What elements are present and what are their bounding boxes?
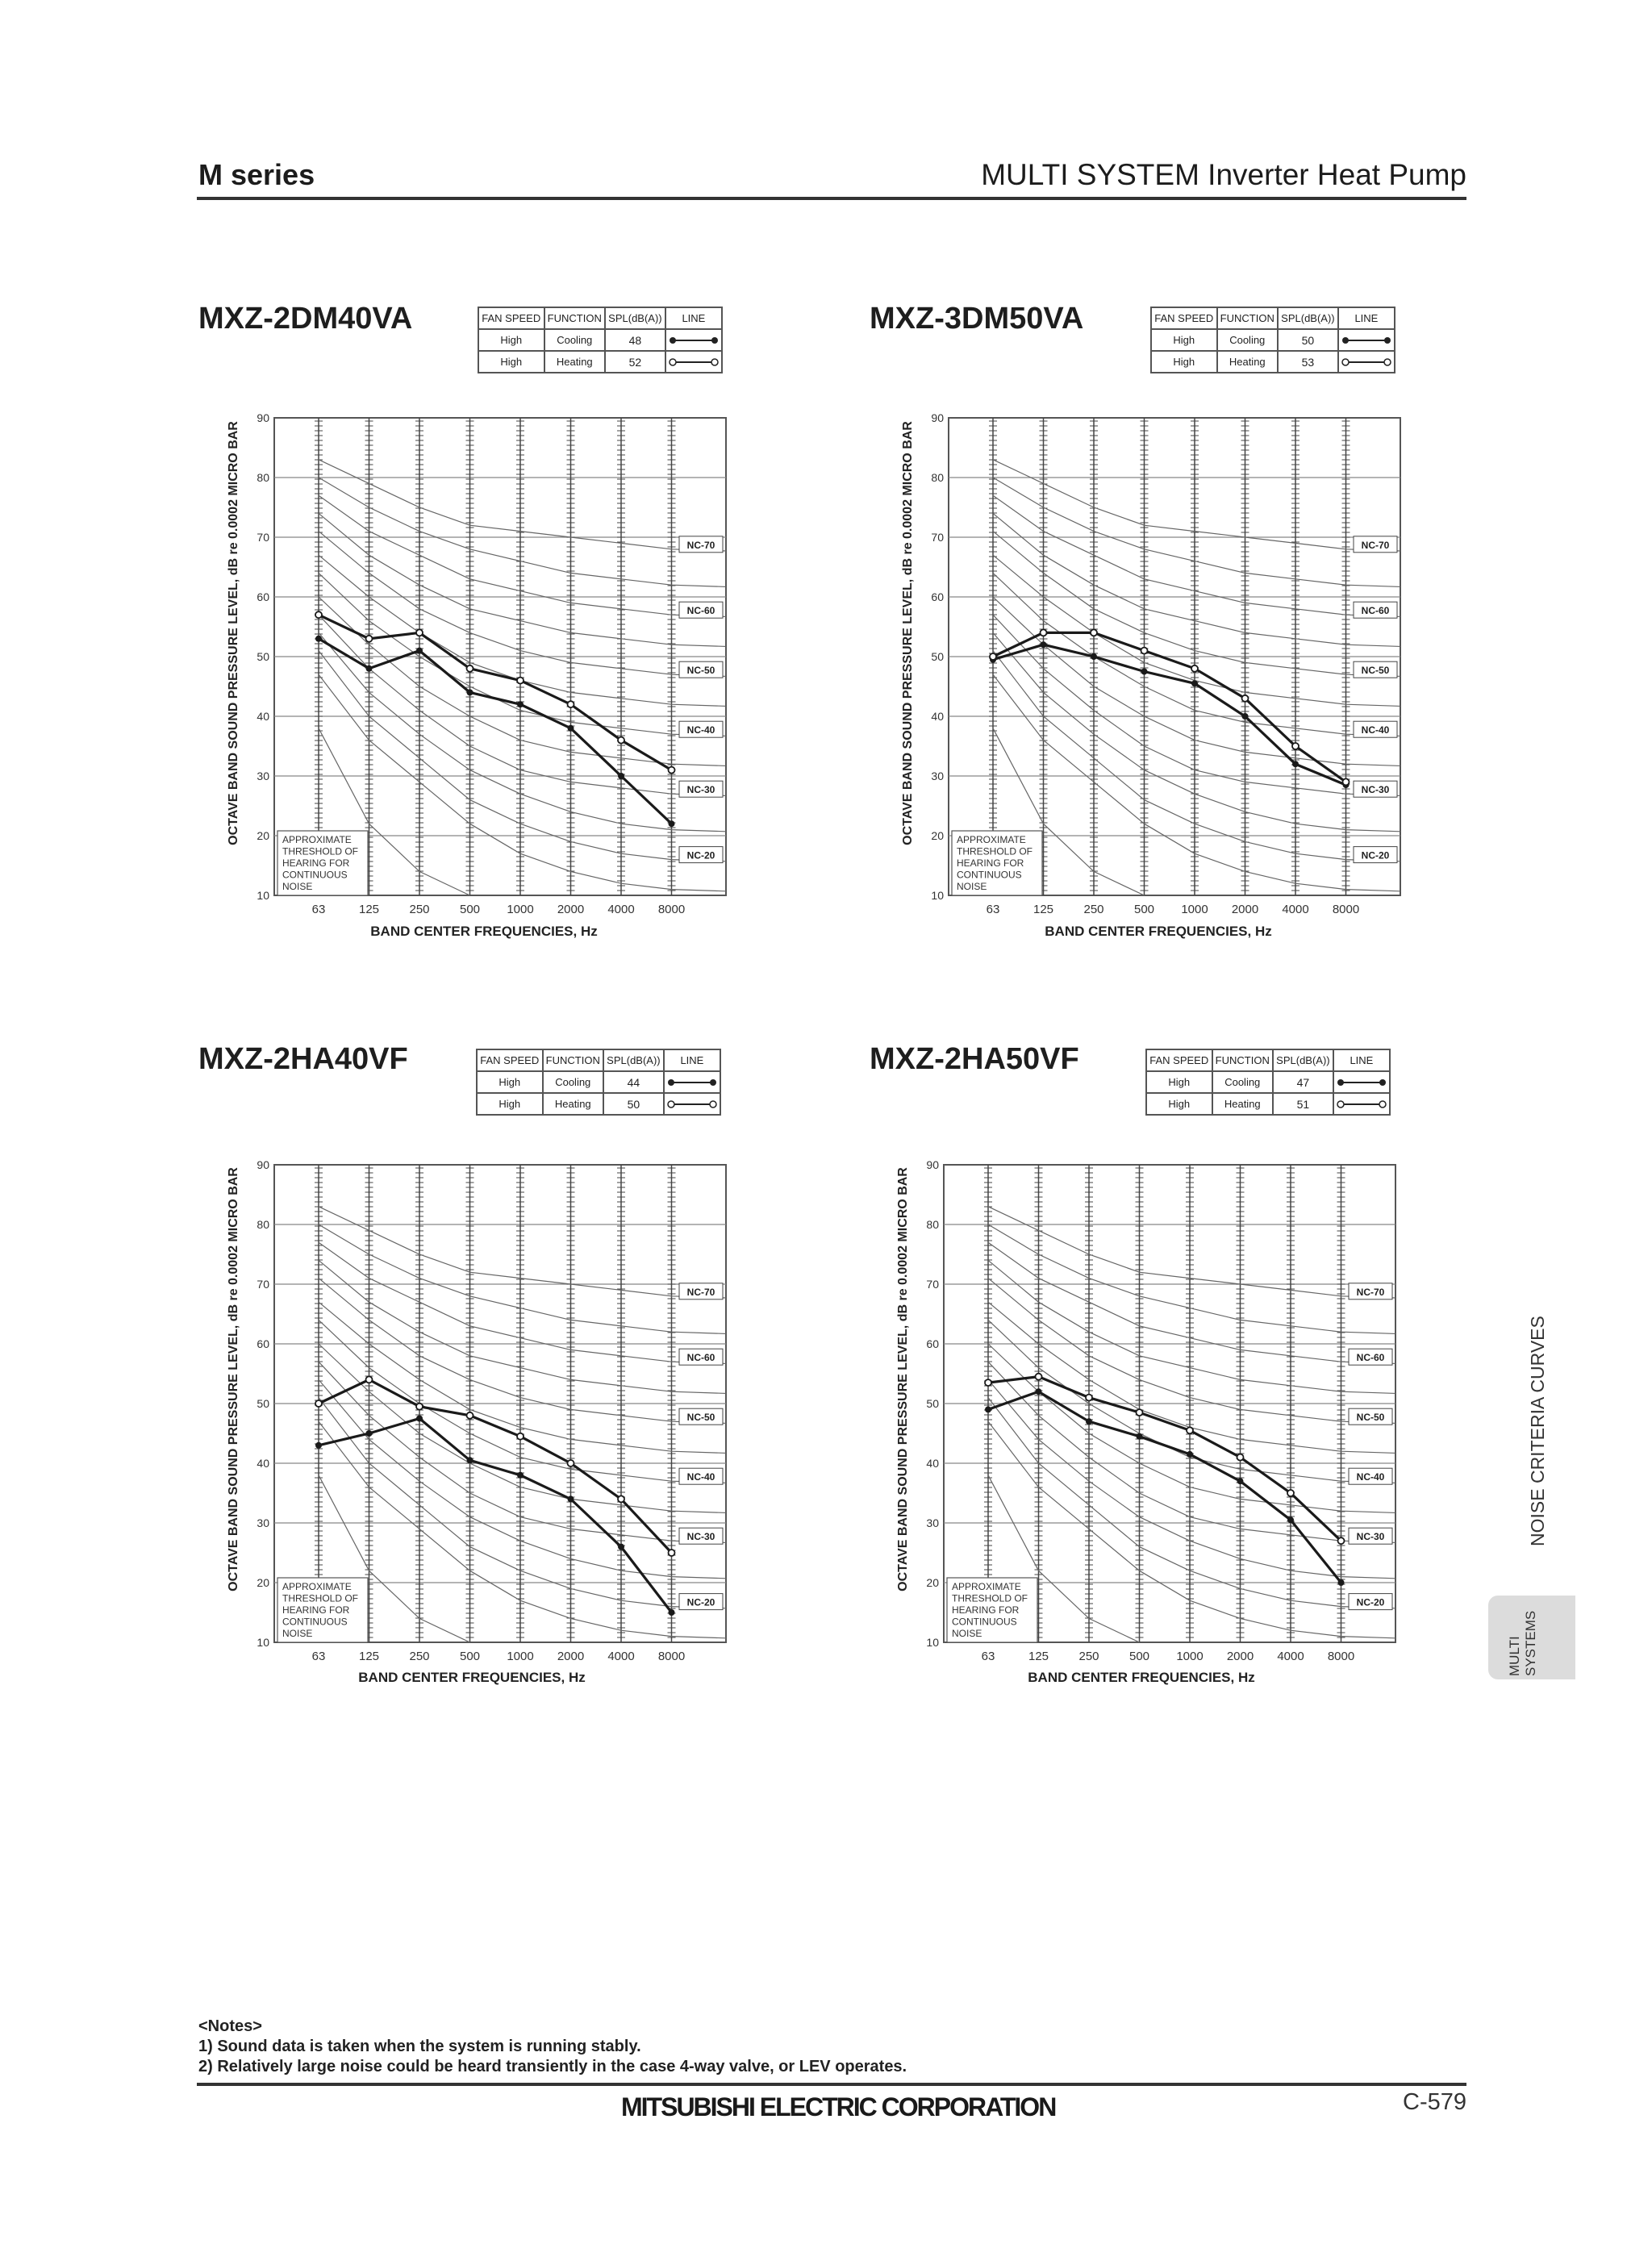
nc-label: NC-20 [686, 849, 715, 861]
threshold-note-line: APPROXIMATE [957, 834, 1026, 845]
nc-label: NC-70 [686, 1286, 715, 1298]
nc-label: NC-40 [686, 724, 715, 736]
y-tick-label: 40 [257, 1457, 269, 1470]
x-tick-label: 63 [311, 1650, 326, 1663]
legend-function: Cooling [543, 1071, 604, 1093]
x-tick-label: 500 [1133, 903, 1155, 916]
legend-header-function: FUNCTION [544, 307, 606, 329]
x-tick-label: 4000 [1282, 903, 1309, 916]
legend-header-function: FUNCTION [543, 1049, 604, 1071]
footer-rule [197, 2083, 1466, 2086]
nc-label: NC-50 [686, 1412, 715, 1424]
legend-spl: 50 [603, 1093, 664, 1115]
document-title: MULTI SYSTEM Inverter Heat Pump [981, 158, 1466, 191]
data-point-heating [1237, 1454, 1244, 1461]
x-tick-label: 500 [459, 1650, 481, 1663]
threshold-note-line: HEARING FOR [957, 857, 1024, 869]
y-tick-label: 30 [926, 1516, 939, 1529]
legend-header-spl: SPL(dB(A)) [1273, 1049, 1333, 1071]
y-tick-label: 30 [931, 770, 944, 782]
x-tick-label: 125 [358, 1650, 380, 1663]
threshold-note-line: CONTINUOUS [282, 1616, 348, 1628]
y-tick-label: 40 [931, 710, 944, 723]
x-tick-label: 63 [981, 1650, 995, 1663]
y-tick-label: 80 [931, 471, 944, 484]
y-tick-label: 70 [931, 531, 944, 544]
x-axis-label: BAND CENTER FREQUENCIES, Hz [370, 924, 598, 939]
x-tick-label: 63 [986, 903, 1000, 916]
nc-label: NC-30 [1356, 1531, 1385, 1543]
notes [198, 2017, 907, 2077]
data-point-cooling [1137, 1433, 1143, 1440]
x-tick-label: 2000 [557, 903, 585, 916]
legend-function: Heating [544, 351, 606, 373]
legend-header-fan-speed: FAN SPEED [477, 1049, 543, 1071]
y-tick-label: 90 [926, 1158, 939, 1171]
x-tick-label: 8000 [657, 1650, 686, 1663]
legend-header-line: LINE [1338, 307, 1395, 329]
y-tick-label: 10 [931, 889, 944, 902]
x-tick-label: 4000 [607, 903, 635, 916]
threshold-note-line: APPROXIMATE [952, 1581, 1021, 1592]
legend-spl: 44 [603, 1071, 664, 1093]
legend-fan-speed: High [477, 1093, 543, 1115]
data-point-heating [1036, 1374, 1042, 1380]
legend-header-line: LINE [665, 307, 722, 329]
legend-header-line: LINE [1333, 1049, 1390, 1071]
legend-fan-speed: High [1151, 351, 1217, 373]
x-axis-label: BAND CENTER FREQUENCIES, Hz [1028, 1670, 1255, 1685]
threshold-note-line: CONTINUOUS [282, 869, 348, 881]
x-tick-label: 250 [1078, 1650, 1099, 1663]
side-tab-label[interactable] [1507, 1604, 1539, 1676]
data-point-heating [1338, 1537, 1345, 1544]
nc-label: NC-20 [1361, 849, 1390, 861]
nc-label: NC-50 [1356, 1412, 1385, 1424]
threshold-note-line: NOISE [282, 881, 313, 892]
data-point-cooling [1237, 1478, 1244, 1484]
legend-function: Cooling [1212, 1071, 1274, 1093]
y-tick-label: 20 [926, 1576, 939, 1589]
nc-label: NC-60 [686, 605, 715, 617]
y-tick-label: 90 [931, 411, 944, 424]
series-title: M series [198, 158, 315, 191]
notes-title: <Notes> [198, 2017, 262, 2035]
x-tick-label: 125 [358, 903, 380, 916]
x-tick-label: 8000 [1327, 1650, 1355, 1663]
threshold-note-line: NOISE [957, 881, 987, 892]
y-tick-label: 80 [257, 471, 269, 484]
model-title-3: MXZ-2HA40VF [198, 1042, 408, 1076]
legend-header-spl: SPL(dB(A)) [1278, 307, 1338, 329]
x-tick-label: 1000 [1181, 903, 1208, 916]
legend-function: Heating [1212, 1093, 1274, 1115]
data-point-cooling [1287, 1516, 1294, 1523]
y-tick-label: 90 [257, 1158, 269, 1171]
y-tick-label: 50 [257, 650, 269, 663]
legend-spl: 51 [1273, 1093, 1333, 1115]
x-tick-label: 1000 [507, 1650, 534, 1663]
data-point-cooling [1187, 1451, 1193, 1458]
threshold-note-line: THRESHOLD OF [282, 1592, 359, 1604]
threshold-note-line: APPROXIMATE [282, 834, 352, 845]
y-tick-label: 30 [257, 770, 269, 782]
nc-label: NC-70 [1361, 539, 1390, 551]
data-point-heating [985, 1379, 991, 1386]
y-tick-label: 70 [926, 1278, 939, 1291]
nc-label: NC-40 [1356, 1471, 1385, 1483]
data-point-cooling [1338, 1579, 1345, 1586]
y-axis-label: OCTAVE BAND SOUND PRESSURE LEVEL, dB re 0.0002 MICRO BAR [896, 1167, 910, 1591]
legend-fan-speed: High [478, 329, 544, 351]
legend-spl: 47 [1273, 1071, 1333, 1093]
legend-fan-speed: High [478, 351, 544, 373]
legend-header-fan-speed: FAN SPEED [1146, 1049, 1212, 1071]
legend-header-line: LINE [664, 1049, 720, 1071]
y-tick-label: 80 [257, 1218, 269, 1231]
threshold-note-line: CONTINUOUS [952, 1616, 1017, 1628]
y-tick-label: 50 [931, 650, 944, 663]
legend-fan-speed: High [1146, 1093, 1212, 1115]
company-name: MITSUBISHI ELECTRIC CORPORATION [621, 2092, 1056, 2121]
legend-header-spl: SPL(dB(A)) [605, 307, 665, 329]
y-tick-label: 40 [926, 1457, 939, 1470]
x-tick-label: 63 [311, 903, 326, 916]
y-tick-label: 80 [926, 1218, 939, 1231]
model-title-1: MXZ-2DM40VA [198, 302, 413, 336]
x-tick-label: 8000 [1332, 903, 1360, 916]
x-axis-label: BAND CENTER FREQUENCIES, Hz [1045, 924, 1272, 939]
x-tick-label: 4000 [607, 1650, 635, 1663]
legend-function: Heating [543, 1093, 604, 1115]
y-tick-label: 20 [931, 829, 944, 842]
y-tick-label: 60 [926, 1337, 939, 1350]
y-tick-label: 90 [257, 411, 269, 424]
section-label: NOISE CRITERIA CURVES [1527, 1316, 1548, 1546]
legend-spl: 50 [1278, 329, 1338, 351]
data-point-cooling [985, 1406, 991, 1412]
x-tick-label: 250 [409, 903, 430, 916]
y-tick-label: 50 [257, 1397, 269, 1410]
data-point-heating [1287, 1490, 1294, 1496]
legend-function: Heating [1217, 351, 1279, 373]
nc-label: NC-60 [1361, 605, 1390, 617]
nc-label: NC-70 [686, 539, 715, 551]
y-tick-label: 20 [257, 1576, 269, 1589]
x-tick-label: 500 [1128, 1650, 1150, 1663]
threshold-note-line: APPROXIMATE [282, 1581, 352, 1592]
y-tick-label: 70 [257, 1278, 269, 1291]
legend-header-fan-speed: FAN SPEED [1151, 307, 1217, 329]
model-title-2: MXZ-3DM50VA [870, 302, 1084, 336]
x-tick-label: 125 [1032, 903, 1054, 916]
y-tick-label: 10 [926, 1636, 939, 1649]
threshold-note-line: NOISE [952, 1628, 982, 1639]
nc-label: NC-40 [686, 1471, 715, 1483]
data-point-cooling [1036, 1388, 1042, 1395]
legend-header-fan-speed: FAN SPEED [478, 307, 544, 329]
nc-label: NC-50 [686, 665, 715, 677]
threshold-note-line: HEARING FOR [282, 1604, 350, 1616]
y-tick-label: 60 [931, 590, 944, 603]
legend-spl: 48 [605, 329, 665, 351]
model-title-4: MXZ-2HA50VF [870, 1042, 1079, 1076]
y-tick-label: 10 [257, 889, 269, 902]
legend-header-spl: SPL(dB(A)) [603, 1049, 664, 1071]
threshold-note-line: THRESHOLD OF [952, 1592, 1028, 1604]
threshold-note-line: CONTINUOUS [957, 869, 1022, 881]
threshold-note-line: THRESHOLD OF [957, 845, 1033, 857]
x-tick-label: 250 [1083, 903, 1104, 916]
data-point-cooling [1086, 1418, 1092, 1425]
legend-spl: 52 [605, 351, 665, 373]
y-tick-label: 60 [257, 1337, 269, 1350]
y-tick-label: 60 [257, 590, 269, 603]
x-tick-label: 2000 [1226, 1650, 1254, 1663]
y-axis-label: OCTAVE BAND SOUND PRESSURE LEVEL, dB re 0.0002 MICRO BAR [901, 421, 915, 845]
legend-fan-speed: High [1146, 1071, 1212, 1093]
nc-label: NC-20 [686, 1596, 715, 1608]
x-tick-label: 2000 [1231, 903, 1259, 916]
nc-label: NC-40 [1361, 724, 1390, 736]
threshold-note-line: NOISE [282, 1628, 313, 1639]
y-tick-label: 50 [926, 1397, 939, 1410]
x-tick-label: 1000 [1176, 1650, 1204, 1663]
nc-label: NC-70 [1356, 1286, 1385, 1298]
threshold-note-line: THRESHOLD OF [282, 845, 359, 857]
x-tick-label: 1000 [507, 903, 534, 916]
nc-label: NC-30 [686, 784, 715, 796]
legend-spl: 53 [1278, 351, 1338, 373]
y-axis-label: OCTAVE BAND SOUND PRESSURE LEVEL, dB re 0.0002 MICRO BAR [227, 421, 240, 845]
legend-header-function: FUNCTION [1212, 1049, 1274, 1071]
nc-label: NC-50 [1361, 665, 1390, 677]
page-number: C-579 [1403, 2089, 1466, 2115]
x-tick-label: 250 [409, 1650, 430, 1663]
side-tab-line1: MULTI [1507, 1636, 1522, 1676]
legend-fan-speed: High [1151, 329, 1217, 351]
note-2: 2) Relatively large noise could be heard transiently in the case 4-way valve, or LEV operates. [198, 2058, 907, 2075]
data-point-heating [1086, 1395, 1092, 1401]
y-tick-label: 10 [257, 1636, 269, 1649]
y-tick-label: 30 [257, 1516, 269, 1529]
legend-header-function: FUNCTION [1217, 307, 1279, 329]
y-tick-label: 20 [257, 829, 269, 842]
y-tick-label: 70 [257, 531, 269, 544]
x-tick-label: 8000 [657, 903, 686, 916]
x-tick-label: 125 [1028, 1650, 1049, 1663]
nc-label: NC-60 [1356, 1352, 1385, 1364]
side-tab-line2: SYSTEMS [1523, 1610, 1538, 1676]
y-axis-label: OCTAVE BAND SOUND PRESSURE LEVEL, dB re 0.0002 MICRO BAR [227, 1167, 240, 1591]
nc-label: NC-60 [686, 1352, 715, 1364]
data-point-heating [1187, 1427, 1193, 1433]
data-point-heating [1137, 1409, 1143, 1416]
x-tick-label: 500 [459, 903, 481, 916]
x-tick-label: 2000 [557, 1650, 585, 1663]
x-tick-label: 4000 [1277, 1650, 1304, 1663]
note-1: 1) Sound data is taken when the system is running stably. [198, 2038, 641, 2055]
threshold-note-line: HEARING FOR [952, 1604, 1020, 1616]
threshold-note-line: HEARING FOR [282, 857, 350, 869]
nc-label: NC-30 [686, 1531, 715, 1543]
legend-fan-speed: High [477, 1071, 543, 1093]
legend-function: Cooling [1217, 329, 1279, 351]
nc-label: NC-20 [1356, 1596, 1385, 1608]
nc-label: NC-30 [1361, 784, 1390, 796]
x-axis-label: BAND CENTER FREQUENCIES, Hz [358, 1670, 586, 1685]
legend-function: Cooling [544, 329, 606, 351]
y-tick-label: 40 [257, 710, 269, 723]
